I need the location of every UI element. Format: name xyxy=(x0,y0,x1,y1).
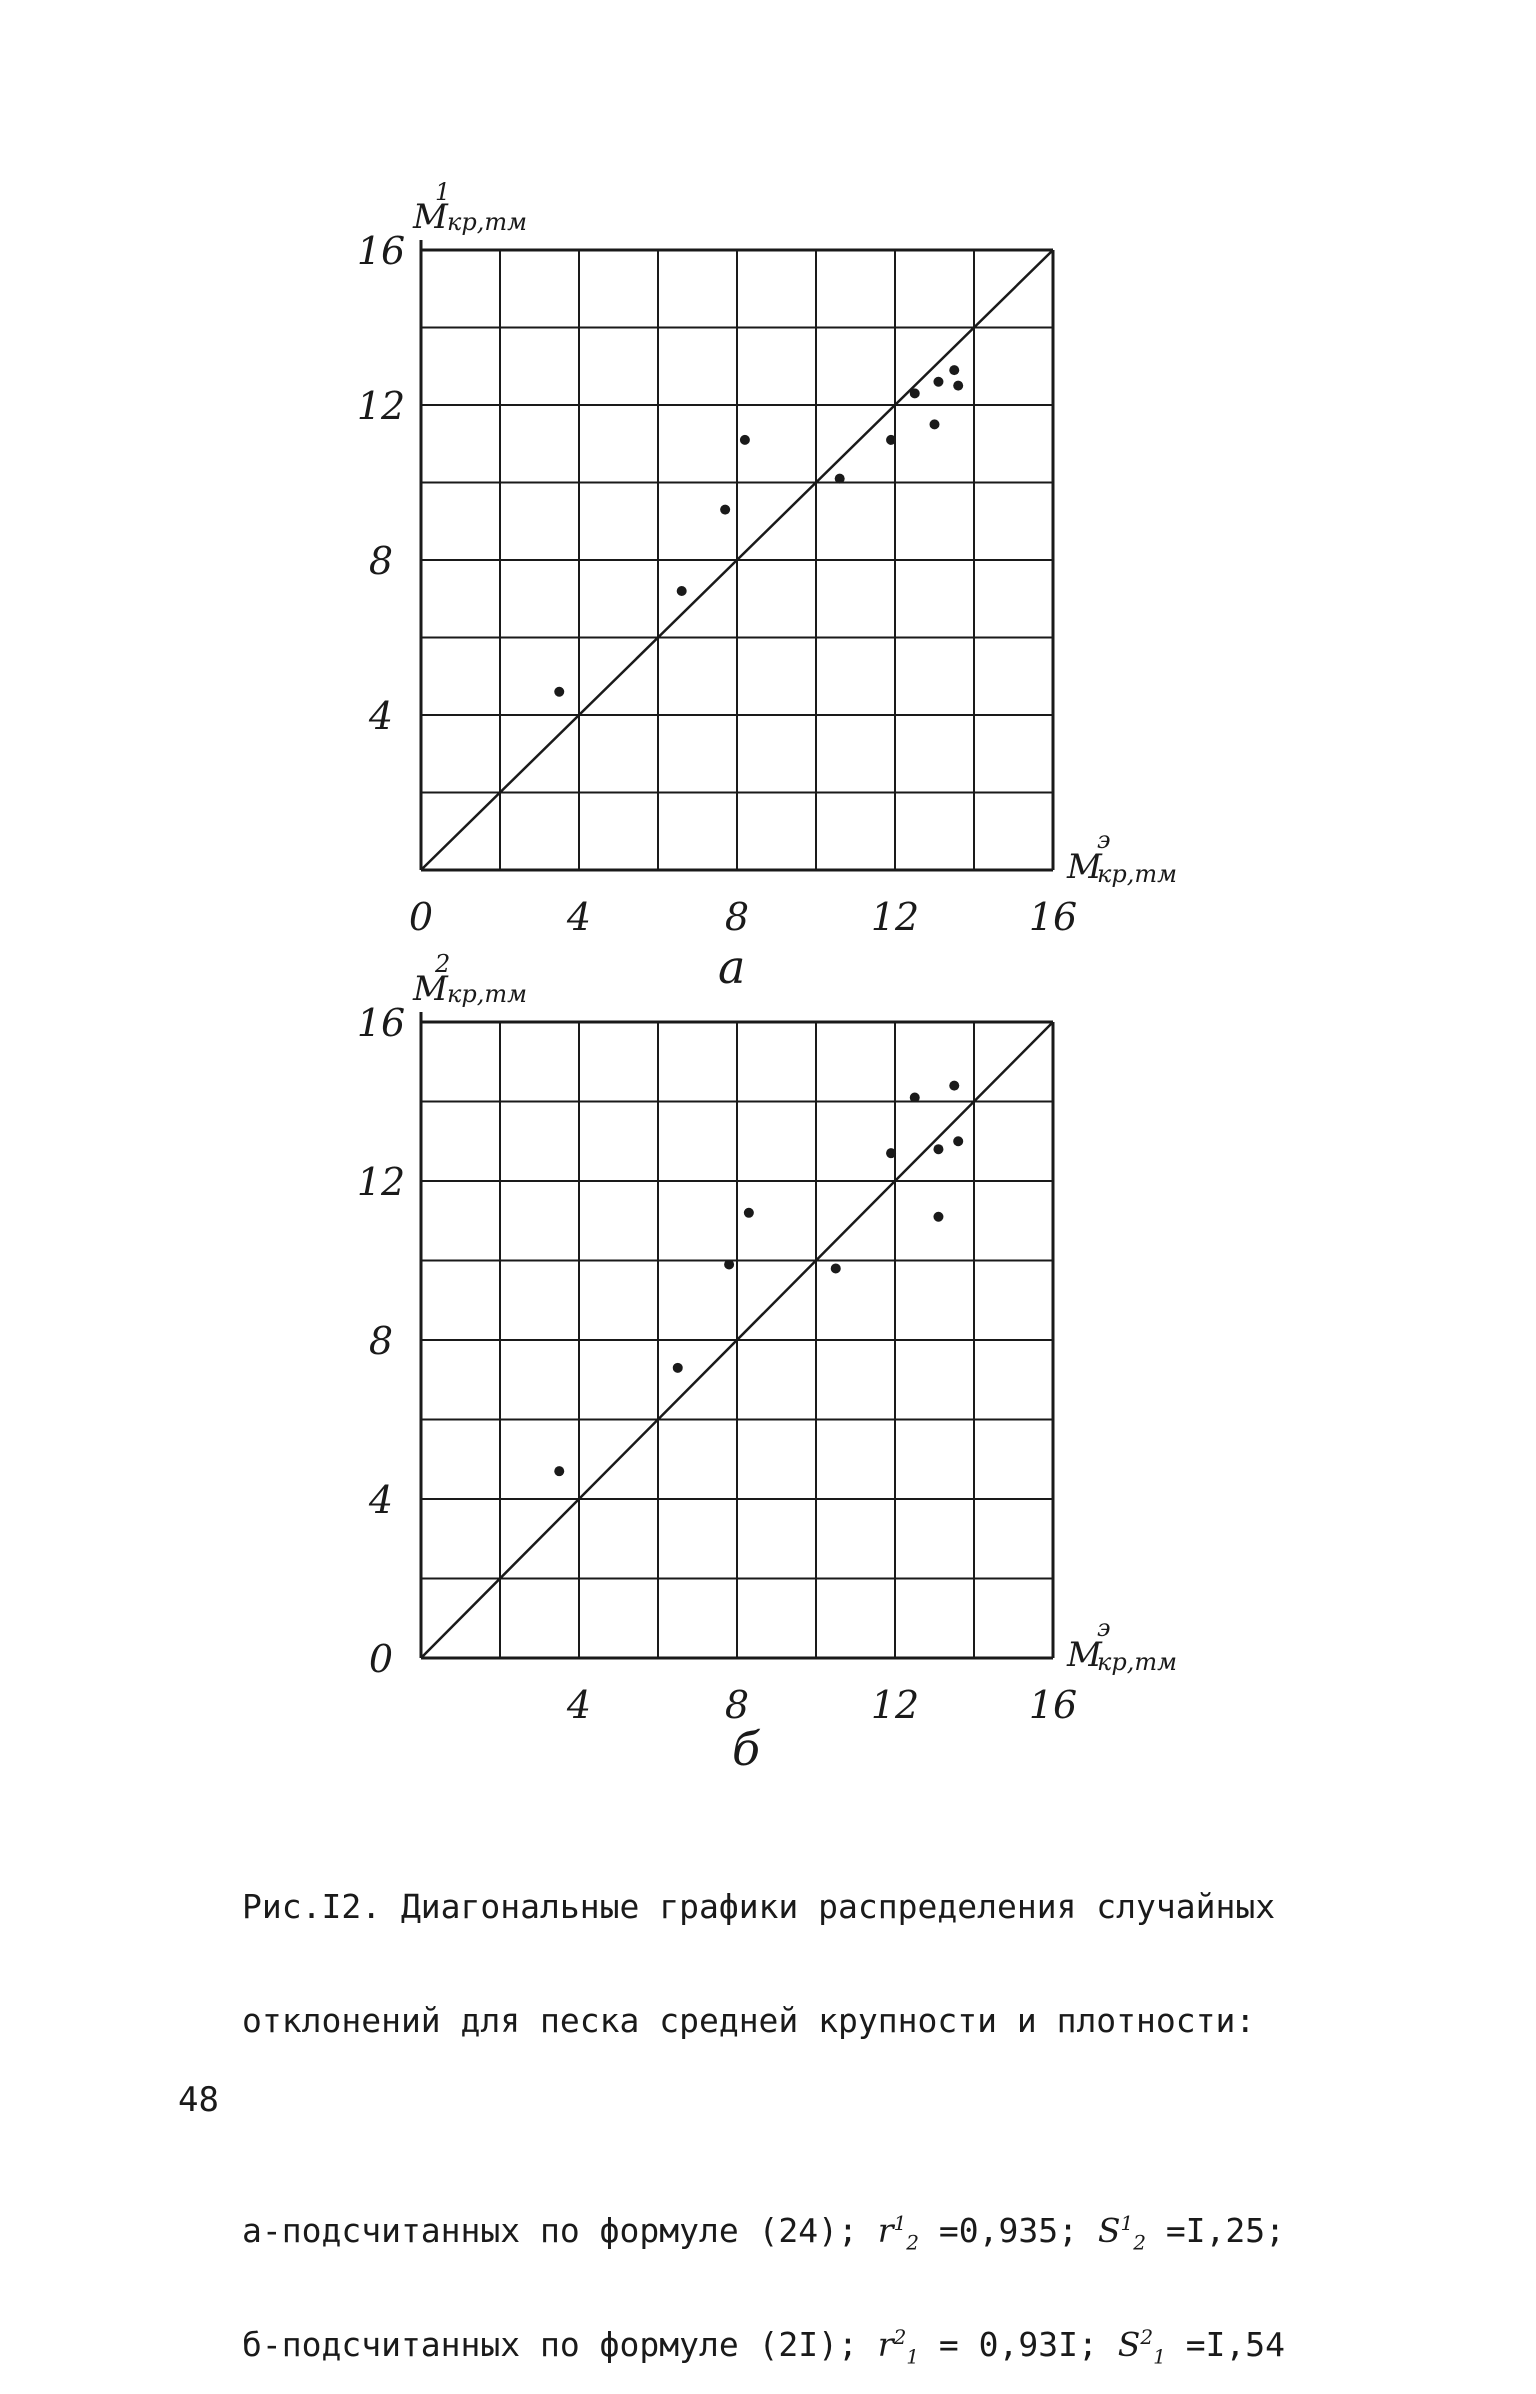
x-axis-label-sub: кр,тм xyxy=(1097,1648,1177,1676)
x-tick-label: 0 xyxy=(408,895,434,939)
stat-s-a: $S^1_2$ xyxy=(1097,2211,1146,2255)
data-point xyxy=(673,1363,683,1373)
data-point xyxy=(831,1263,841,1273)
data-point xyxy=(953,1136,963,1146)
panel-label-b: б xyxy=(732,1722,761,1776)
caption-line-4 xyxy=(242,2318,1382,2369)
caption-line-4-text: б-подсчитанных по формуле (2I); xyxy=(242,2325,858,2364)
caption-line-3-text: а-подсчитанных по формуле (24); xyxy=(242,2211,858,2250)
caption-line-1: Рис.I2. Диагональные графики распределения случайных xyxy=(242,1887,1276,1926)
stat-r-b-value: = 0,93I; xyxy=(938,2325,1098,2364)
y-tick-label: 12 xyxy=(356,1160,406,1204)
stat-s-a-value: =I,25; xyxy=(1165,2211,1286,2250)
stat-s-b-value: =I,54 xyxy=(1185,2325,1286,2364)
y-tick-label: 4 xyxy=(368,1478,394,1522)
x-tick-label: 12 xyxy=(870,1683,920,1727)
x-axis-label: M xyxy=(1067,847,1102,887)
figure-caption xyxy=(242,1812,1382,2394)
stat-r-a: $r^1_2$ xyxy=(877,2211,920,2255)
x-tick-label: 4 xyxy=(566,895,592,939)
y-axis-label-sub: кр,тм xyxy=(447,208,527,236)
x-tick-label: 8 xyxy=(724,895,750,939)
x-tick-label: 16 xyxy=(1028,895,1078,939)
x-tick-label: 12 xyxy=(870,895,920,939)
stat-r-b: $r^2_1$ xyxy=(877,2325,920,2369)
y-tick-label: 4 xyxy=(368,694,394,738)
stat-s-b: $S^2_1$ xyxy=(1117,2325,1166,2369)
page-number: 48 xyxy=(178,2080,219,2120)
x-axis-label-sub: кр,тм xyxy=(1097,860,1177,888)
panel-label-a: а xyxy=(718,940,746,994)
caption-line-2: отклонений для песка средней крупности и плотности: xyxy=(242,2001,1256,2040)
y-axis-label-sub: кр,тм xyxy=(447,980,527,1008)
caption-line-3 xyxy=(242,2204,1382,2255)
data-point xyxy=(554,1466,564,1476)
x-axis-label-sup: э xyxy=(1097,826,1111,854)
x-tick-label: 16 xyxy=(1028,1683,1078,1727)
data-point xyxy=(724,1259,734,1269)
y-tick-label: 0 xyxy=(368,1637,394,1681)
y-tick-label: 8 xyxy=(368,1319,394,1363)
x-tick-label: 4 xyxy=(566,1683,592,1727)
y-axis-label: M xyxy=(413,197,448,237)
data-point xyxy=(949,1081,959,1091)
y-tick-label: 16 xyxy=(356,1001,406,1045)
data-point xyxy=(886,1148,896,1158)
y-axis-label-sup: 1 xyxy=(435,178,451,206)
y-tick-label: 12 xyxy=(356,384,406,428)
stat-r-a-value: =0,935; xyxy=(938,2211,1078,2250)
y-tick-label: 16 xyxy=(356,229,406,273)
data-point xyxy=(744,1208,754,1218)
data-point xyxy=(933,1212,943,1222)
data-point xyxy=(910,1093,920,1103)
x-axis-label: M xyxy=(1067,1635,1102,1675)
x-tick-label: 8 xyxy=(724,1683,750,1727)
data-point xyxy=(933,1144,943,1154)
y-axis-label-sup: 2 xyxy=(435,950,451,978)
x-axis-label-sup: э xyxy=(1097,1614,1111,1642)
y-tick-label: 8 xyxy=(368,539,394,583)
y-axis-label: M xyxy=(413,969,448,1009)
